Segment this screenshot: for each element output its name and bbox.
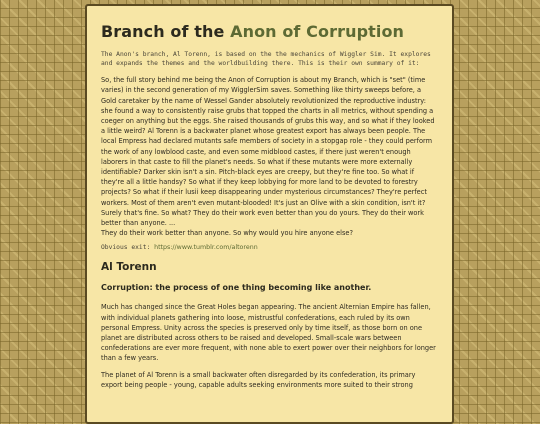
page-title <box>101 22 438 41</box>
summary-intro: The Anon's branch, Al Torenn, is based on the the mechanics of Wiggler Sim. It explores and expands the themes and the worldbuilding there. This is their own summary of it: <box>101 51 431 67</box>
story-text: So, the full story behind me being the Anon of Corruption is about my Branch, which is "set" (time varies) in the second generation of my WigglerSim saves. Something like thirty sweeps before, a Gold caretaker by the name of Wessel Gander absolutely revolutionized the reproductive industry: she found a way to consistently raise grubs that topped the charts in all metrics, without spending a coeger on anything but the eggs. She raised thousands of grubs this way, and so what if they looked a little weird? Al Torenn is a backwater planet whose greatest export has always been people. The local Empress had declared mutants safe members of society in a stopgap role - they could perform the work of any lowblood caste, and even some midblood castes, if there just weren't enough laborers in that caste to fill the planet's needs. So what if these mutants were more externally identifiable? Darker skin isn't a sin. Pitch-black eyes are creepy, but they're fine too. So what if they're all a little handsy? So what if they keep lobbying for more land to be devoted to forestry projects? So what if their lusii keep disappearing under mysterious circumstances? They're perfect workers. Most of them aren't even mutant-blooded! It's just an Olive with a skin condition, isn't it? Surely that's fine. So what? They do their work even better than you do yours. They do their work better than anyone. ... <box>101 76 435 228</box>
exit-label: Obvious exit: <box>101 244 151 252</box>
page-title-accent: Anon of Corruption <box>230 22 405 41</box>
story-closing: They do their work better than anyone. So why would you hire anyone else? <box>101 229 353 238</box>
content-card <box>85 4 454 424</box>
page-title-prefix: Branch of the <box>101 22 231 41</box>
subsection-heading: Corruption: the process of one thing becoming like another. <box>101 283 372 293</box>
section-heading: Al Torenn <box>101 261 157 274</box>
body-paragraph: Much has changed since the Great Holes began appearing. The ancient Alternian Empire has fallen, with individual planets gathering into loose, mistrustful confederations, each ruled by its own personal Empress. Unity across the species is preserved only by time itself, as those born on one planet are distributed across others to be raised and developed. Small-scale wars between confederations are ever more frequent, with none able to exert power over their neighbors for longer than a few years. <box>101 303 436 363</box>
story-paragraph <box>101 75 438 238</box>
body-paragraph: The planet of Al Torenn is a small backwater often disregarded by its confederation, its primary export being people - young, capable adults seeking environments more suited to their strong <box>101 370 416 389</box>
exit-link[interactable]: https://www.tumblr.com/altorenn <box>154 244 258 252</box>
obvious-exit <box>101 244 438 251</box>
